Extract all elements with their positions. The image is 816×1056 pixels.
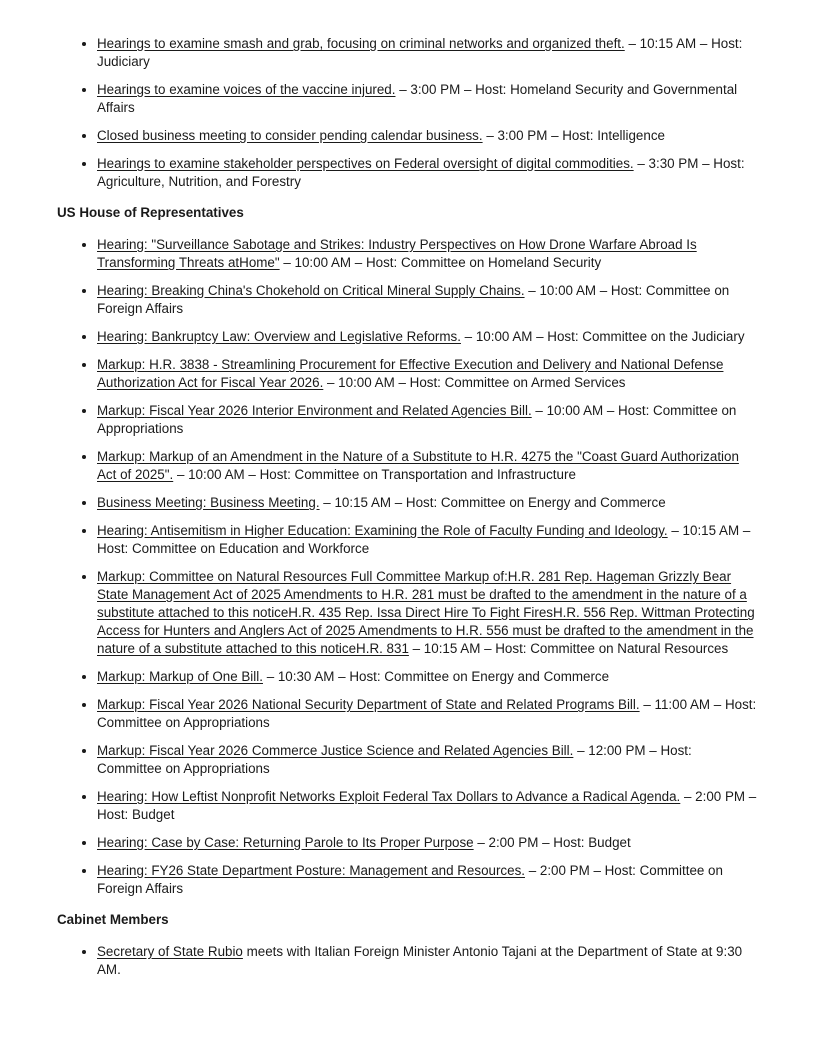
markup-details: – 10:15 AM – Host: Committee on Natural Resources (408, 641, 729, 656)
house-section-heading: US House of Representatives (57, 205, 244, 220)
hearing-details: – 3:30 PM – Host: Agriculture, Nutrition, and Forestry (97, 156, 745, 189)
list-item (97, 155, 759, 191)
hearing-link[interactable]: Hearing: Antisemitism in Higher Education: Examining the Role of Faculty Funding and Ideology. (97, 523, 668, 538)
cabinet-section-heading: Cabinet Members (57, 912, 169, 927)
hearing-link[interactable]: Hearing: Bankruptcy Law: Overview and Legislative Reforms. (97, 329, 461, 344)
house-hearings-list (57, 236, 759, 898)
list-item (97, 494, 759, 512)
markup-link[interactable]: Markup: Fiscal Year 2026 Commerce Justice Science and Related Agencies Bill. (97, 743, 574, 758)
markup-link[interactable]: Markup: Fiscal Year 2026 National Security Department of State and Related Programs Bill. (97, 697, 640, 712)
markup-details: – 10:00 AM – Host: Committee on Appropriations (97, 403, 737, 436)
markup-link[interactable]: Markup: Markup of an Amendment in the Nature of a Substitute to H.R. 4275 the "Coast Guard Authorization Act of 2025". (97, 449, 739, 482)
hearing-details: – 3:00 PM – Host: Intelligence (482, 128, 665, 143)
cabinet-list (57, 943, 759, 979)
list-item (97, 568, 759, 658)
list-item (97, 943, 759, 979)
list-item (97, 834, 759, 852)
hearing-link[interactable]: Hearing: Breaking China's Chokehold on Critical Mineral Supply Chains. (97, 283, 525, 298)
hearing-link[interactable]: Hearing: Case by Case: Returning Parole to Its Proper Purpose (97, 835, 474, 850)
business-meeting-link[interactable]: Business Meeting: Business Meeting. (97, 495, 320, 510)
hearing-link[interactable]: Hearing: How Leftist Nonprofit Networks Exploit Federal Tax Dollars to Advance a Radical Agenda. (97, 789, 681, 804)
hearing-details: – 2:00 PM – Host: Committee on Foreign Affairs (97, 863, 723, 896)
markup-link[interactable]: Markup: Fiscal Year 2026 Interior Environment and Related Agencies Bill. (97, 403, 532, 418)
senate-hearings-list (57, 35, 759, 191)
hearing-details: – 10:00 AM – Host: Committee on the Judiciary (460, 329, 745, 344)
list-item (97, 862, 759, 898)
markup-link[interactable]: Markup: H.R. 3838 - Streamlining Procurement for Effective Execution and Delivery and National Defense Authorization Act for Fiscal Year 2026. (97, 357, 724, 390)
markup-details: – 10:30 AM – Host: Committee on Energy and Commerce (262, 669, 610, 684)
business-meeting-details: – 10:15 AM – Host: Committee on Energy and Commerce (319, 495, 666, 510)
hearing-details: – 2:00 PM – Host: Budget (473, 835, 631, 850)
markup-details: – 11:00 AM – Host: Committee on Appropriations (97, 697, 757, 730)
list-item (97, 402, 759, 438)
hearing-details: – 10:15 AM – Host: Committee on Education and Workforce (97, 523, 751, 556)
list-item (97, 742, 759, 778)
list-item (97, 236, 759, 272)
hearing-link[interactable]: Hearings to examine smash and grab, focusing on criminal networks and organized theft. (97, 36, 625, 51)
list-item (97, 522, 759, 558)
hearing-details: – 10:00 AM – Host: Committee on Homeland Security (279, 255, 602, 270)
hearing-details: – 10:15 AM – Host: Judiciary (97, 36, 743, 69)
hearing-details: – 2:00 PM – Host: Budget (97, 789, 757, 822)
markup-details: – 10:00 AM – Host: Committee on Transportation and Infrastructure (173, 467, 576, 482)
hearing-link[interactable]: Closed business meeting to consider pending calendar business. (97, 128, 483, 143)
cabinet-event-details: meets with Italian Foreign Minister Antonio Tajani at the Department of State at 9:30 AM. (97, 944, 743, 977)
list-item (97, 81, 759, 117)
hearing-details: – 10:00 AM – Host: Committee on Foreign Affairs (97, 283, 730, 316)
list-item (97, 127, 759, 145)
list-item (97, 328, 759, 346)
list-item (97, 668, 759, 686)
hearing-link[interactable]: Hearing: FY26 State Department Posture: Management and Resources. (97, 863, 525, 878)
list-item (97, 356, 759, 392)
markup-details: – 12:00 PM – Host: Committee on Appropriations (97, 743, 692, 776)
list-item (97, 35, 759, 71)
list-item (97, 282, 759, 318)
hearing-link[interactable]: Hearing: "Surveillance Sabotage and Strikes: Industry Perspectives on How Drone Warfare Abroad Is Transforming Threats atHome" (97, 237, 697, 270)
list-item (97, 448, 759, 484)
markup-link[interactable]: Markup: Markup of One Bill. (97, 669, 263, 684)
hearing-link[interactable]: Hearings to examine voices of the vaccine injured. (97, 82, 396, 97)
cabinet-member-link[interactable]: Secretary of State Rubio (97, 944, 243, 959)
list-item (97, 788, 759, 824)
list-item (97, 696, 759, 732)
hearing-details: – 3:00 PM – Host: Homeland Security and Governmental Affairs (97, 82, 738, 115)
markup-link[interactable]: Markup: Committee on Natural Resources Full Committee Markup of:H.R. 281 Rep. Hageman Grizzly Bear State Management Act of 2025 Amendments to H.R. 281 must be drafted to the amendment in the nature of a substitute attached to this noticeH.R. 435 Rep. Issa Direct Hire To Fight FiresH.R. 556 Rep. Wittman Protecting Access for Hunters and Anglers Act of 2025 Amendments to H.R. 556 must be drafted to the amendment in the nature of a substitute attached to this noticeH.R. 831 (97, 569, 755, 656)
markup-details: – 10:00 AM – Host: Committee on Armed Services (323, 375, 626, 390)
hearing-link[interactable]: Hearings to examine stakeholder perspectives on Federal oversight of digital commodities. (97, 156, 634, 171)
